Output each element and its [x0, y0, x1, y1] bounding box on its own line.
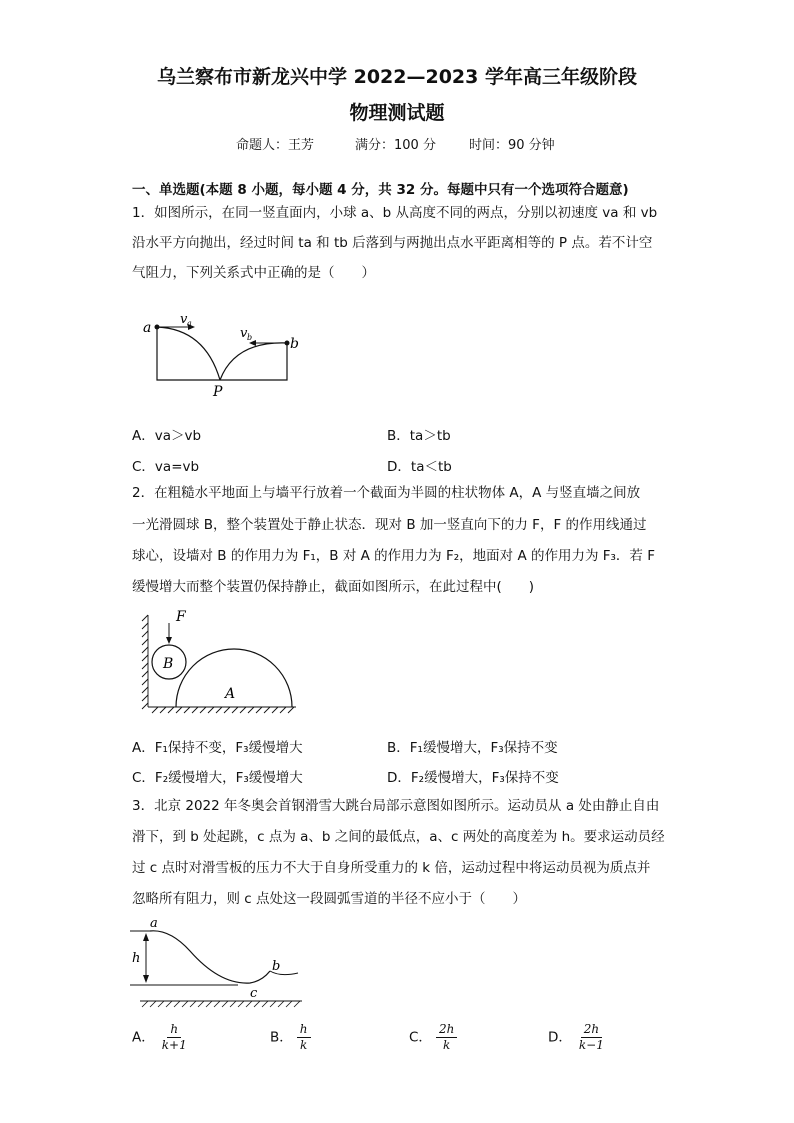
q2-figure — [138, 605, 303, 717]
q3-line-3: 过 c 点时对滑雪板的压力不大于自身所受重力的 k 倍，运动过程中将运动员视为质点并 — [132, 860, 651, 876]
q1-label-b: b — [290, 336, 299, 352]
q3-option-b-letter: B． — [270, 1029, 293, 1046]
q1-label-vb: v — [240, 326, 248, 341]
q3-option-b-num: h — [297, 1022, 311, 1038]
score-label: 满分：100 分 — [355, 138, 436, 153]
q1-label-va: v — [180, 312, 188, 327]
q3-option-a-fraction — [159, 1022, 190, 1053]
page-title-line2: 物理测试题 — [349, 102, 445, 124]
q3-option-b[interactable] — [270, 1022, 311, 1053]
q2-option-c[interactable]: C．F₂缓慢增大，F₃缓慢增大 — [132, 770, 303, 786]
q1-label-a: a — [143, 320, 152, 336]
q1-figure — [140, 305, 310, 400]
q1-label-P: P — [213, 384, 223, 400]
q2-line-3: 球心，设墙对 B 的作用力为 F₁，B 对 A 的作用力为 F₂，地面对 A 的作用力为 F₃．若 F — [132, 548, 655, 564]
q1-label-va-sub: a — [187, 319, 192, 328]
q1-option-d[interactable]: D．ta＜tb — [387, 459, 452, 475]
q2-option-b[interactable]: B．F₁缓慢增大，F₃保持不变 — [387, 740, 558, 756]
q3-option-b-den: k — [299, 1038, 308, 1052]
q2-label-F: F — [176, 609, 186, 625]
time-label: 时间：90 分钟 — [469, 138, 555, 153]
q2-line-4: 缓慢增大而整个装置仍保持静止，截面如图所示，在此过程中( ) — [132, 579, 535, 595]
author-label: 命题人：王芳 — [236, 138, 315, 153]
q3-label-a: a — [150, 916, 158, 931]
q3-option-a-letter: A． — [132, 1029, 155, 1046]
q3-line-2: 滑下，到 b 处起跳，c 点为 a、b 之间的最低点，a、c 两处的高度差为 h。要求运动员经 — [132, 829, 665, 845]
q3-option-a[interactable] — [132, 1022, 190, 1053]
q3-option-d[interactable] — [548, 1022, 607, 1053]
q3-option-d-num: 2h — [581, 1022, 602, 1038]
q2-option-d[interactable]: D．F₂缓慢增大，F₃保持不变 — [387, 770, 559, 786]
q2-line-2: 一光滑圆球 B，整个装置处于静止状态．现对 B 加一竖直向下的力 F，F 的作用线通过 — [132, 517, 647, 533]
q3-option-a-num: h — [167, 1022, 181, 1038]
q1-option-c[interactable]: C．va=vb — [132, 459, 200, 475]
q3-option-b-fraction — [297, 1022, 311, 1053]
q3-option-d-den: k−1 — [578, 1038, 604, 1052]
q3-label-b: b — [272, 959, 281, 974]
q3-label-c: c — [250, 986, 258, 1001]
q3-figure — [130, 915, 315, 1015]
q3-option-c-fraction — [436, 1022, 457, 1053]
q3-option-c-den: k — [442, 1038, 451, 1052]
q1-label-vb-sub: b — [247, 333, 253, 342]
q3-option-a-den: k+1 — [161, 1038, 187, 1052]
q3-option-d-letter: D． — [548, 1029, 572, 1046]
q2-label-B: B — [163, 656, 174, 672]
q3-option-c-num: 2h — [436, 1022, 457, 1038]
section-heading: 一、单选题(本题 8 小题，每小题 4 分，共 32 分。每题中只有一个选项符合题意) — [132, 182, 629, 198]
page-title-line1: 乌兰察布市新龙兴中学 2022—2023 学年高三年级阶段 — [157, 66, 637, 88]
q2-label-A: A — [225, 686, 236, 702]
q1-option-b[interactable]: B．ta＞tb — [387, 428, 451, 444]
q2-option-a[interactable]: A．F₁保持不变，F₃缓慢增大 — [132, 740, 303, 756]
q3-option-d-fraction — [576, 1022, 607, 1053]
q1-option-a[interactable]: A．va＞vb — [132, 428, 202, 444]
q1-line-3: 气阻力，下列关系式中正确的是（ ） — [132, 265, 375, 281]
q1-line-2: 沿水平方向抛出，经过时间 ta 和 tb 后落到与两抛出点水平距离相等的 P 点。若不计空 — [132, 235, 653, 251]
q3-label-h: h — [132, 951, 141, 966]
q3-line-4: 忽略所有阻力，则 c 点处这一段圆弧雪道的半径不应小于（ ） — [132, 891, 527, 907]
q1-line-1: 1．如图所示，在同一竖直面内，小球 a、b 从高度不同的两点，分别以初速度 va 和 vb — [132, 205, 658, 221]
q3-option-c[interactable] — [409, 1022, 457, 1053]
q2-line-1: 2．在粗糙水平地面上与墙平行放着一个截面为半圆的柱状物体 A，A 与竖直墙之间放 — [132, 485, 641, 501]
q3-line-1: 3．北京 2022 年冬奥会首钢滑雪大跳台局部示意图如图所示。运动员从 a 处由静止自由 — [132, 798, 660, 814]
q3-option-c-letter: C． — [409, 1029, 432, 1046]
